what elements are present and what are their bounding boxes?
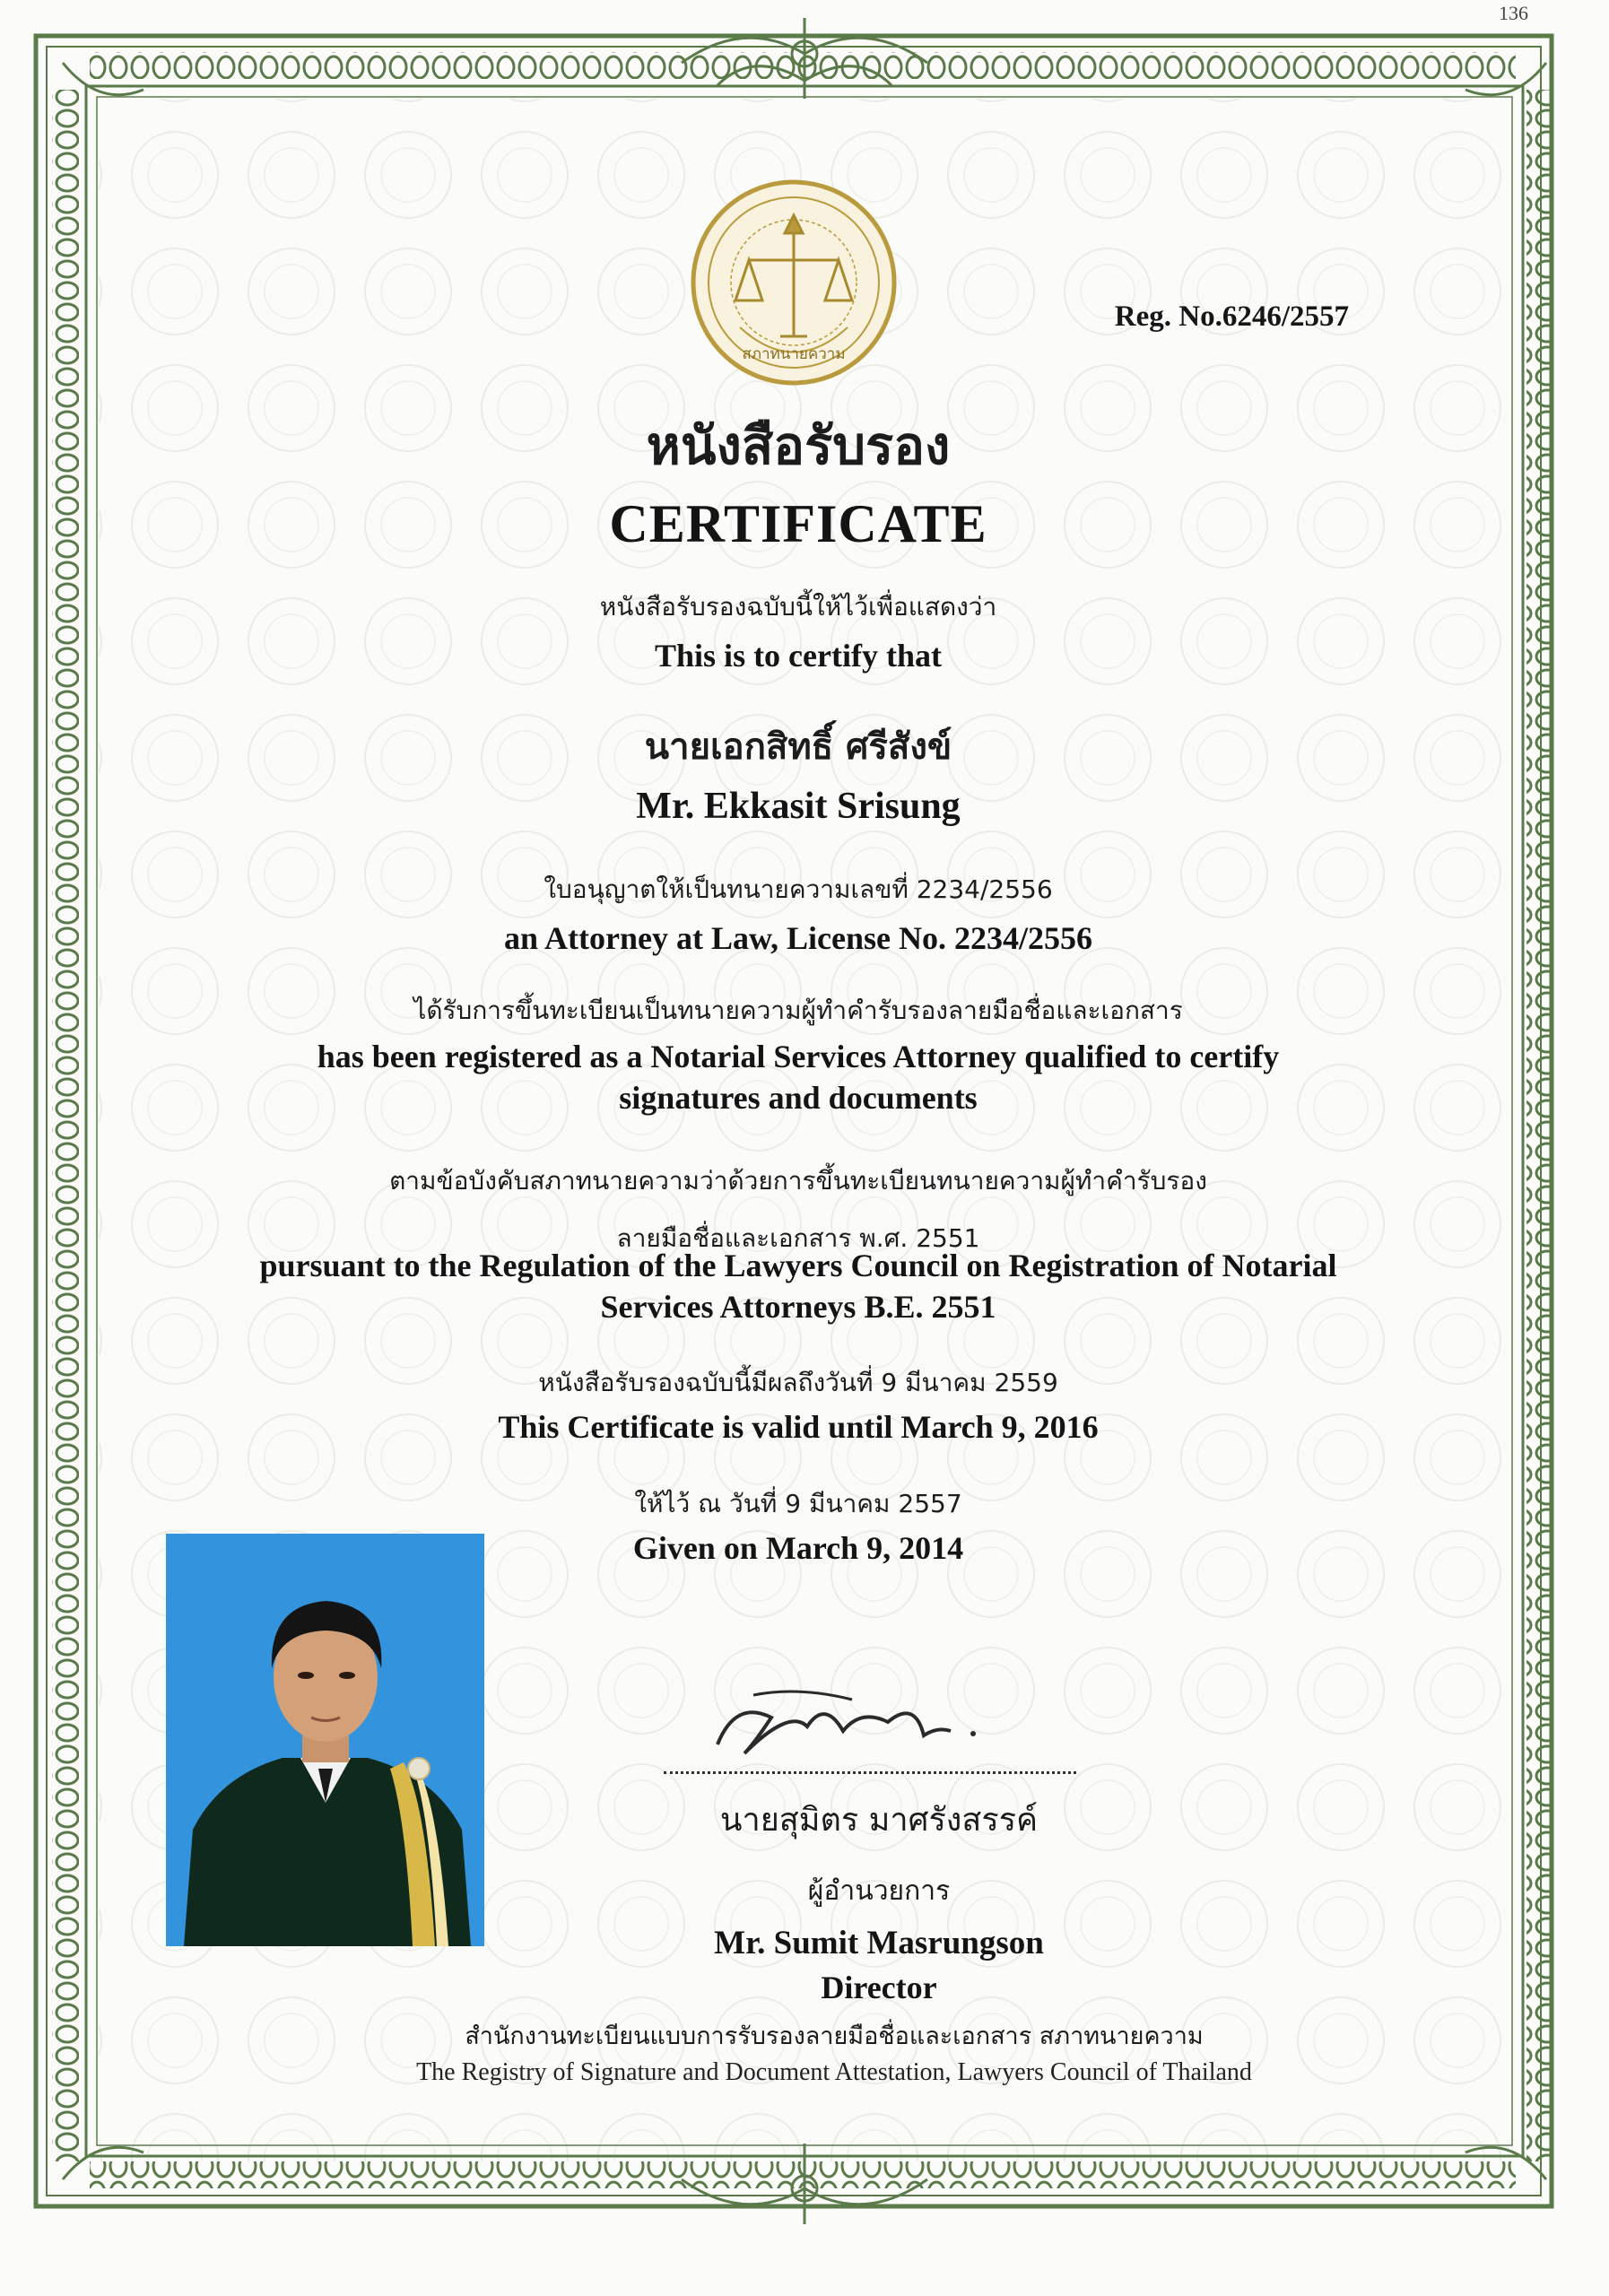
registered-line-1: has been registered as a Notarial Services Attorney qualified to certify (317, 1039, 1280, 1074)
certify-text-thai: หนังสือรับรองฉบับนี้ให้ไว้เพื่อแสดงว่า (599, 592, 997, 622)
registration-number: Reg. No.6246/2557 (1114, 300, 1349, 333)
director-signature (619, 1682, 1049, 1762)
page-number: 136 (1499, 2, 1528, 24)
regulation-thai-line-2: ลายมือชื่อและเอกสาร พ.ศ. 2551 (616, 1223, 980, 1253)
regulation-line-1: pursuant to the Regulation of the Lawyers Council on Registration of Notarial (259, 1248, 1337, 1283)
signer-title-english: Director (821, 1970, 937, 2005)
license-text-thai: ใบอนุญาตให้เป็นทนายความเลขที่ 2234/2556 (544, 874, 1053, 904)
valid-until-thai: หนังสือรับรองฉบับนี้มีผลถึงวันที่ 9 มีนาคม 2559 (538, 1368, 1058, 1397)
signer-name-thai: นายสุมิตร มาศรังสรรค์ (719, 1802, 1039, 1839)
given-date-thai: ให้ไว้ ณ วันที่ 9 มีนาคม 2557 (634, 1489, 962, 1518)
holder-photo (166, 1534, 484, 1946)
issuing-office-thai: สำนักงานทะเบียนแบบการรับรองลายมือชื่อและเอกสาร สภาทนายความ (465, 2022, 1204, 2050)
signer-name-english: Mr. Sumit Masrungson (714, 1925, 1044, 1961)
title-thai: หนังสือรับรอง (646, 415, 951, 476)
issuing-office-english: The Registry of Signature and Document Attestation, Lawyers Council of Thailand (416, 2058, 1252, 2086)
seal-text: สภาทนายความ (742, 345, 846, 363)
regulation-thai-line-1: ตามข้อบังคับสภาทนายความว่าด้วยการขึ้นทะเบียนทนายความผู้ทำคำรับรอง (389, 1166, 1207, 1196)
given-date-english: Given on March 9, 2014 (632, 1530, 964, 1566)
holder-name-thai: นายเอกสิทธิ์ ศรีสังข์ (644, 726, 952, 768)
registered-text-english (135, 1036, 1462, 1118)
title-english: CERTIFICATE (609, 494, 987, 553)
signer-title-thai: ผู้อำนวยการ (807, 1875, 951, 1907)
certificate-body (135, 135, 1462, 2108)
certify-text-english: This is to certify that (655, 638, 942, 674)
registered-line-2: signatures and documents (619, 1080, 978, 1116)
lawyers-council-seal (686, 175, 901, 390)
signature-line (664, 1771, 1076, 1774)
regulation-text-english (135, 1245, 1462, 1327)
license-text-english: an Attorney at Law, License No. 2234/2556 (504, 920, 1092, 956)
valid-until-english: This Certificate is valid until March 9, 2016 (498, 1409, 1099, 1445)
registered-text-thai: ได้รับการขึ้นทะเบียนเป็นทนายความผู้ทำคำรับรองลายมือชื่อและเอกสาร (413, 996, 1183, 1025)
regulation-line-2: Services Attorneys B.E. 2551 (600, 1289, 996, 1325)
holder-name-english: Mr. Ekkasit Srisung (636, 786, 961, 827)
